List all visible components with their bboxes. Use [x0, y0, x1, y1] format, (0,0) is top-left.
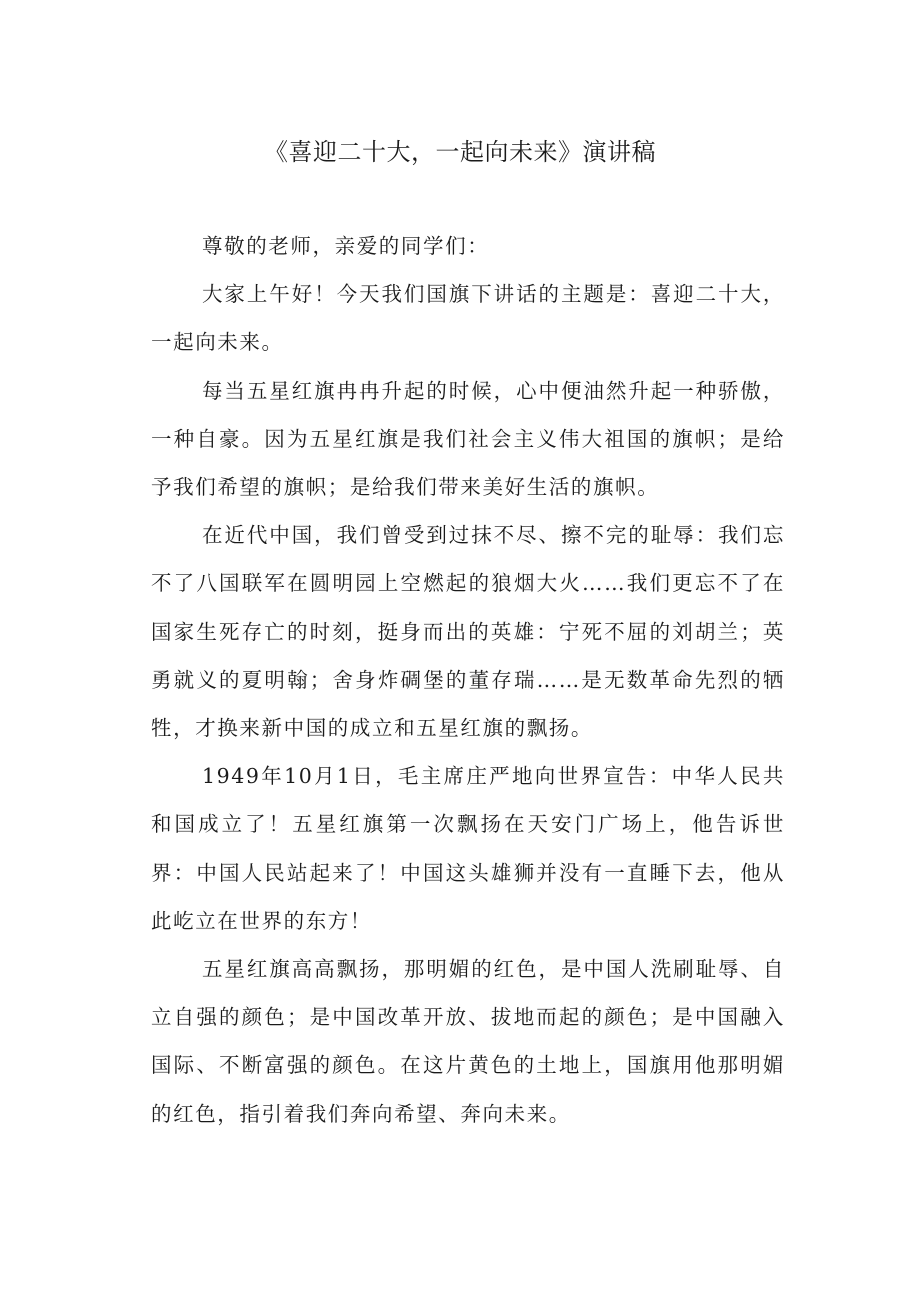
- paragraph-founding: 1949年10月1日，毛主席庄严地向世界宣告：中华人民共和国成立了！五星红旗第一次飘扬在天安门广场上，他告诉世界：中国人民站起来了！中国这头雄狮并没有一直睡下去，他从此屹立在世界的东方！: [151, 764, 785, 933]
- document-body: [151, 222, 785, 1138]
- document-title: 《喜迎二十大，一起向未来》演讲稿: [264, 138, 656, 166]
- paragraph-salutation: 尊敬的老师，亲爱的同学们：: [202, 234, 490, 258]
- paragraph-flag-pride: 每当五星红旗冉冉升起的时候，心中便油然升起一种骄傲，一种自豪。因为五星红旗是我们社会主义伟大祖国的旗帜；是给予我们希望的旗帜；是给我们带来美好生活的旗帜。: [151, 378, 785, 500]
- paragraph-greeting: 大家上午好！今天我们国旗下讲话的主题是：喜迎二十大，一起向未来。: [151, 282, 785, 355]
- paragraph-red-color: 五星红旗高高飘扬，那明媚的红色，是中国人洗刷耻辱、自立自强的颜色；是中国改革开放、拔地而起的颜色；是中国融入国际、不断富强的颜色。在这片黄色的土地上，国旗用他那明媚的红色，指引着我们奔向希望、奔向未来。: [151, 957, 785, 1126]
- paragraph-modern-history: 在近代中国，我们曾受到过抹不尽、擦不完的耻辱：我们忘不了八国联军在圆明园上空燃起的狼烟大火……我们更忘不了在国家生死存亡的时刻，挺身而出的英雄：宁死不屈的刘胡兰；英勇就义的夏明翰；舍身炸碉堡的董存瑞……是无数革命先烈的牺牲，才换来新中国的成立和五星红旗的飘扬。: [151, 523, 785, 741]
